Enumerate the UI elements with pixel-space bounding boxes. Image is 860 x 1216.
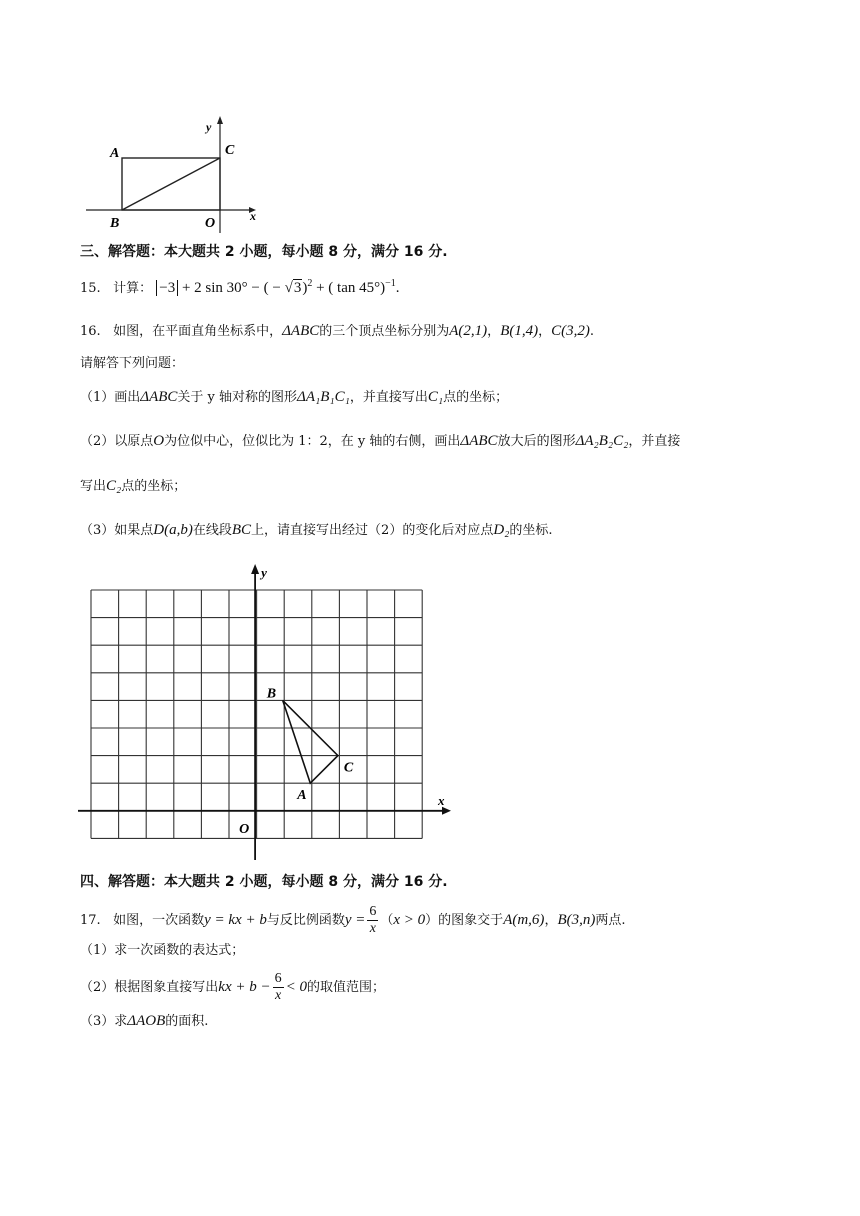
q15-prefix: 计算： bbox=[113, 281, 153, 296]
q16-end: . bbox=[589, 324, 594, 339]
q15-expression: −3 + 2 sin 30° − ( − √3)$^2$ + ( tan 45°)$^{-1}$. bbox=[156, 280, 399, 296]
q16-p1-image-triangle: ΔA₁B₁C₁ bbox=[297, 389, 350, 405]
q15-expr-part3: + ( tan 45° bbox=[312, 280, 381, 296]
fig2-y-arrow bbox=[251, 564, 259, 574]
figure-2-grid bbox=[74, 560, 464, 865]
fig1-label-o: O bbox=[205, 216, 216, 231]
q17-sep: ， bbox=[544, 913, 558, 928]
q17-denominator: x bbox=[369, 921, 376, 936]
q16-p2-text5: 点的坐标； bbox=[121, 479, 187, 494]
q17-text5: 两点. bbox=[595, 913, 626, 928]
q17-numerator: 6 bbox=[369, 904, 377, 919]
q17-point-b: B(3,n) bbox=[557, 912, 596, 928]
q16-p3-text2: 上，请直接写出经过（2）的变化后对应点 bbox=[251, 523, 494, 538]
q17-p2-numerator: 6 bbox=[274, 971, 282, 986]
q16-p2-text: 为位似中心，位似比为 1：2，在 y 轴的右侧，画出 bbox=[164, 434, 461, 449]
q17-part1: （1）求一次函数的表达式； bbox=[80, 943, 245, 958]
q15-end: . bbox=[395, 280, 400, 296]
fig1-label-a: A bbox=[110, 146, 120, 161]
q17-p2-denominator: x bbox=[274, 988, 282, 1003]
q16-triangle: ΔABC bbox=[282, 323, 320, 339]
q16-p1-text3: 点的坐标； bbox=[443, 390, 509, 405]
q17-p2-expr: kx + b − bbox=[218, 979, 271, 995]
q17-text1: 如图，一次函数 bbox=[113, 913, 205, 928]
q15-power2: −1 bbox=[385, 278, 396, 289]
q16-point-c: C(3,2) bbox=[551, 323, 590, 339]
q16-p2-text2: 放大后的图形 bbox=[497, 434, 576, 449]
triangle-abc bbox=[283, 700, 338, 783]
q17-number: 17. bbox=[80, 913, 101, 928]
q17-text3: （ bbox=[380, 913, 394, 928]
fig2-label-b: B bbox=[266, 686, 277, 702]
q17-p3-label: （3）求 bbox=[80, 1014, 128, 1029]
q15-expr-part2: ) bbox=[302, 280, 308, 296]
section-3-heading: 三、解答题：本大题共 2 小题，每小题 8 分，满分 16 分. bbox=[80, 244, 448, 260]
fig1-label-x: x bbox=[250, 209, 256, 223]
q15-power: 2 bbox=[307, 278, 313, 289]
q16-p2-label: （2）以原点 bbox=[80, 434, 154, 449]
q16-p2-origin: O bbox=[153, 433, 165, 449]
fig2-label-o: O bbox=[239, 821, 250, 837]
q15-expr-part4: ) bbox=[380, 280, 386, 296]
q17-p2-text: 的取值范围； bbox=[306, 980, 385, 995]
q17-fraction bbox=[367, 904, 378, 937]
q16-p1-text2: ，并直接写出 bbox=[349, 390, 428, 405]
q16-p2-image-triangle: ΔA₂B₂C₂ bbox=[575, 433, 629, 449]
q17-linear-function: y = kx + b bbox=[204, 912, 267, 928]
fig1-y-arrow bbox=[217, 116, 223, 124]
q16-part1 bbox=[80, 388, 508, 407]
q17-part2 bbox=[80, 971, 385, 1004]
q15-abs-value: −3 bbox=[156, 280, 178, 296]
question-17-stem bbox=[80, 904, 626, 937]
q17-p2-fraction bbox=[273, 971, 284, 1004]
fig1-label-b: B bbox=[110, 216, 120, 231]
q17-point-a: A(m,6) bbox=[503, 912, 545, 928]
q16-sep1: ， bbox=[487, 324, 501, 339]
q16-p3-text: 在线段 bbox=[192, 523, 232, 538]
question-16-stem bbox=[80, 322, 594, 341]
q16-p3-point-d2: D₂ bbox=[493, 522, 510, 538]
q16-part2 bbox=[80, 432, 680, 451]
q16-p3-point-d: D(a,b) bbox=[153, 522, 193, 538]
question-15 bbox=[80, 275, 400, 298]
q16-stem1: 如图，在平面直角坐标系中， bbox=[113, 324, 283, 339]
q16-part2-cont bbox=[80, 477, 186, 496]
q16-p1-point: C₁ bbox=[427, 389, 444, 405]
fig2-label-y: y bbox=[261, 565, 267, 580]
q16-p2-triangle: ΔABC bbox=[460, 433, 498, 449]
fig2-label-x: x bbox=[438, 792, 445, 808]
q16-sep2: ， bbox=[538, 324, 552, 339]
q16-p1-label: （1）画出 bbox=[80, 390, 141, 405]
q16-p2-point: C₂ bbox=[106, 478, 122, 494]
q16-point-a: A(2,1) bbox=[449, 323, 488, 339]
fig2-x-arrow bbox=[442, 807, 451, 815]
q16-part3 bbox=[80, 521, 553, 540]
fig2-label-a: A bbox=[297, 788, 307, 804]
q16-p2-text3: ，并直接 bbox=[628, 434, 681, 449]
q17-inverse-function: y = bbox=[344, 912, 366, 928]
fig1-label-c: C bbox=[225, 143, 235, 158]
q16-number: 16. bbox=[80, 324, 101, 339]
q16-point-b: B(1,4) bbox=[500, 323, 539, 339]
q17-p3-text: 的面积. bbox=[165, 1014, 209, 1029]
q15-expr-part1: + 2 sin 30° − ( − bbox=[178, 280, 285, 296]
q17-condition: x > 0 bbox=[393, 912, 426, 928]
section-4-heading: 四、解答题：本大题共 2 小题，每小题 8 分，满分 16 分. bbox=[80, 874, 448, 890]
q17-p2-inequality: < 0 bbox=[285, 979, 307, 995]
q16-p3-text3: 的坐标. bbox=[509, 523, 553, 538]
q17-p3-triangle: ΔAOB bbox=[127, 1013, 166, 1029]
figure-1-graph bbox=[84, 113, 274, 235]
q17-part3 bbox=[80, 1012, 208, 1031]
q16-p3-segment: BC bbox=[231, 522, 252, 538]
q15-sqrt: 3 bbox=[293, 280, 302, 296]
q16-stem2: 的三个顶点坐标分别为 bbox=[319, 324, 450, 339]
fig2-label-c: C bbox=[343, 760, 354, 776]
q15-number: 15. bbox=[80, 281, 101, 296]
q17-text4: ）的图象交于 bbox=[425, 913, 504, 928]
q16-p1-triangle: ΔABC bbox=[140, 389, 178, 405]
q16-p3-label: （3）如果点 bbox=[80, 523, 154, 538]
q17-p2-label: （2）根据图象直接写出 bbox=[80, 980, 219, 995]
fig1-diagonal-bc bbox=[122, 158, 220, 210]
q16-prompt: 请解答下列问题： bbox=[80, 356, 185, 371]
q16-p2-text4: 写出 bbox=[80, 479, 107, 494]
q17-text2: 与反比例函数 bbox=[266, 913, 345, 928]
q16-p1-text: 关于 y 轴对称的图形 bbox=[177, 390, 298, 405]
fig1-label-y: y bbox=[206, 120, 212, 134]
